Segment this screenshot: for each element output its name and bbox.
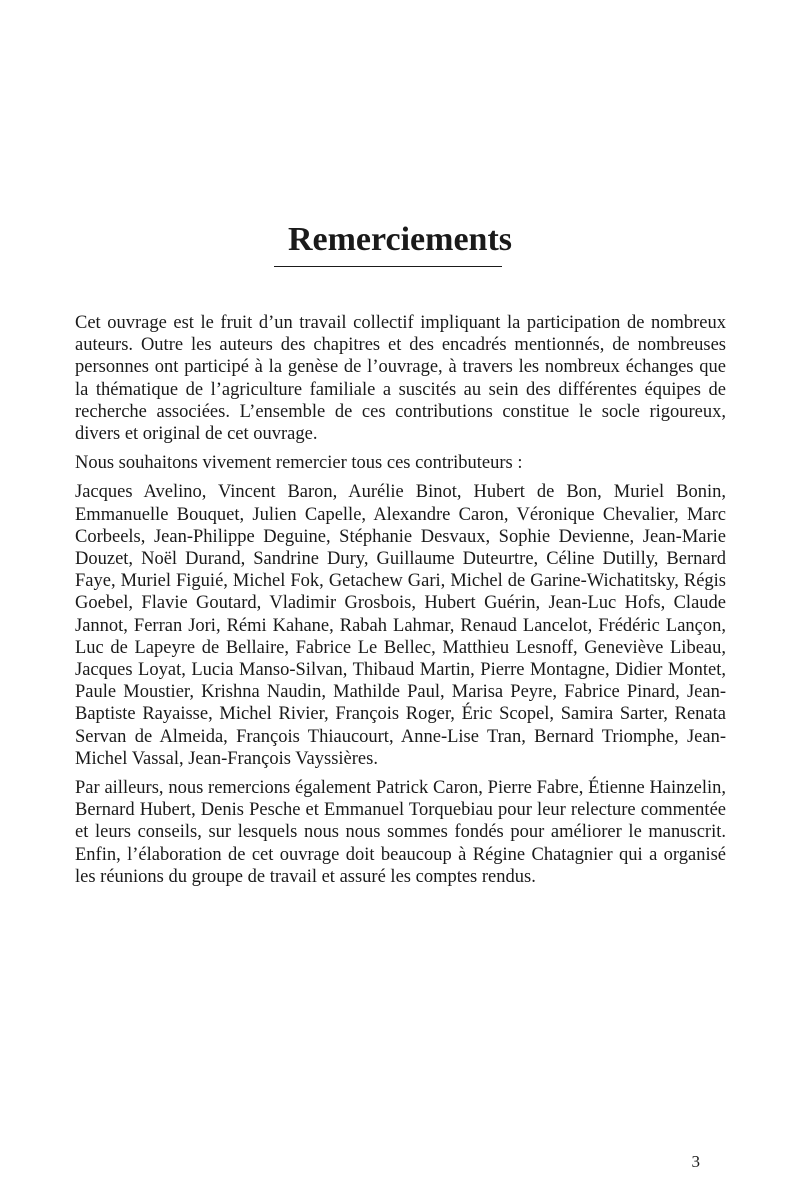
body-text	[75, 312, 726, 895]
page-title: Remerciements	[287, 221, 513, 258]
paragraph-intro: Cet ouvrage est le fruit d’un travail collectif impliquant la participation de nombreux auteurs. Outre les auteurs des chapitres et des encadrés mentionnés, de nombreuses personnes ont participé à la genèse de l’ouvrage, à travers les nombreux échanges que la thématique de l’agriculture familiale a suscités au sein des différentes équipes de recherche associées. L’ensemble de ces contributions constitue le socle rigoureux, divers et original de cet ouvrage.	[75, 313, 726, 445]
title-underline	[274, 266, 502, 267]
page-number: 3	[691, 1152, 700, 1171]
paragraph-closing: Par ailleurs, nous remercions également Patrick Caron, Pierre Fabre, Étienne Hainzelin, Bernard Hubert, Denis Pesche et Emmanuel Torquebiau pour leur relecture commentée et leurs conseils, sur lesquels nous nous sommes fondés pour améliorer le manuscrit. Enfin, l’élaboration de cet ouvrage doit beaucoup à Régine Chatagnier qui a organisé les réunions du groupe de travail et assuré les comptes rendus.	[75, 778, 726, 887]
paragraph-contributors: Jacques Avelino, Vincent Baron, Aurélie Binot, Hubert de Bon, Muriel Bonin, Emmanuelle Bouquet, Julien Capelle, Alexandre Caron, Véronique Chevalier, Marc Corbeels, Jean-Philippe Deguine, Stéphanie Desvaux, Sophie Devienne, Jean-Marie Douzet, Noël Durand, Sandrine Dury, Guillaume Duteurtre, Céline Dutilly, Bernard Faye, Muriel Figuié, Michel Fok, Getachew Gari, Michel de Garine-Wichatitsky, Régis Goebel, Flavie Goutard, Vladimir Grosbois, Hubert Guérin, Jean-Luc Hofs, Claude Jannot, Ferran Jori, Rémi Kahane, Rabah Lahmar, Renaud Lancelot, Frédéric Lançon, Luc de Lapeyre de Bellaire, Fabrice Le Bellec, Matthieu Lesnoff, Geneviève Libeau, Jacques Loyat, Lucia Manso-Silvan, Thibaud Martin, Pierre Montagne, Didier Montet, Paule Moustier, Krishna Naudin, Mathilde Paul, Marisa Peyre, Fabrice Pinard, Jean-Baptiste Rayaisse, Michel Rivier, François Roger, Éric Scopel, Samira Sarter, Renata Servan de Almeida, François Thiaucourt, Anne-Lise Tran, Bernard Triomphe, Jean-Michel Vassal, Jean-François Vayssières.	[75, 482, 726, 769]
paragraph-thanks-intro: Nous souhaitons vivement remercier tous ces contributeurs :	[75, 453, 523, 474]
